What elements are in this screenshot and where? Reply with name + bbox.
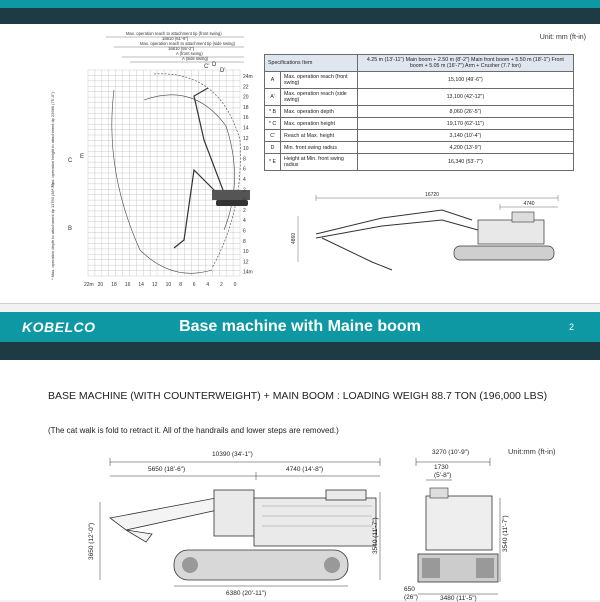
y-tick-label: 14m — [243, 269, 253, 276]
spec-key: * C — [265, 118, 281, 130]
spec-table-header — [265, 55, 574, 72]
spec-value: 13,100 (42'-12") — [357, 89, 573, 106]
slide2-unit-label: Unit:mm (ft-in) — [508, 447, 556, 456]
spec-key: D — [265, 142, 281, 154]
x-tick-label: 20 — [97, 282, 104, 288]
dim-reach-side-label: Max. operation reach to attachment tip (side swing) — [140, 41, 235, 46]
base-machine-note: (The cat walk is fold to retract it. All of the handrails and lower steps are removed.) — [48, 426, 339, 435]
spec-row — [265, 154, 574, 171]
dim-machine-height: 4860 — [291, 232, 297, 244]
page-number: 2 — [568, 322, 574, 332]
spec-row — [265, 142, 574, 154]
kobelco-logo: KOBELCO — [22, 319, 96, 335]
spec-item: Max. operation depth — [281, 106, 358, 118]
dim-cab-width: 1730 — [434, 464, 449, 471]
dim-reach-front-label: Max. operation reach to attachment tip (front swing) — [126, 31, 222, 36]
x-tick-label: 16 — [124, 282, 131, 288]
x-tick-label: 18 — [111, 282, 117, 288]
dim-reach-side-value: 16810 (55'-2") — [168, 46, 195, 51]
slide2-title: Base machine with Maine boom — [179, 318, 421, 335]
dim-track-length: 6380 (20'-11") — [226, 590, 267, 597]
dim-reach-front-value: 16810 (61'-9") — [162, 36, 189, 41]
spec-key: * B — [265, 106, 281, 118]
y-tick-label: 18 — [243, 104, 249, 111]
x-tick-label: 14 — [138, 282, 144, 288]
y-tick-label: 4 — [243, 218, 246, 225]
dim-cab-width-ft: (5'-8") — [434, 472, 452, 479]
spec-value: 19,170 (62'-11") — [357, 118, 573, 130]
y-tick-label: 6 — [243, 166, 246, 173]
y-tick-label: 16 — [243, 115, 249, 122]
letter-d: D — [212, 62, 217, 68]
working-range-diagram — [44, 30, 254, 292]
dim-a-side: A (side swing) — [182, 56, 209, 61]
spec-key: * E — [265, 154, 281, 171]
side-elevation-drawing — [86, 450, 396, 600]
y-tick-label: 8 — [243, 156, 246, 163]
dim-height-end: 3540 (11'-7") — [502, 515, 509, 552]
slide-base-machine — [0, 312, 600, 600]
spec-item: Reach at Max. height — [281, 130, 358, 142]
spec-item: Min. front swing radius — [281, 142, 358, 154]
end-elevation-drawing — [398, 450, 518, 600]
x-tick-label: 4 — [206, 282, 210, 288]
base-machine-heading: BASE MACHINE (WITH COUNTERWEIGHT) + MAIN BOOM : LOADING WEIGH 88.7 TON (196,000 LBS) — [48, 390, 548, 402]
letter-c: C — [68, 158, 73, 164]
y-tick-label: 24m — [243, 74, 253, 80]
dim-overall-length: 10390 (34'-1") — [212, 451, 253, 458]
dim-ground-clearance-ft: (26") — [404, 594, 418, 601]
x-tick-label: 12 — [152, 282, 158, 288]
dim-a-front: A (front swing) — [176, 51, 203, 56]
x-tick-label: 22m — [84, 282, 94, 288]
y-tick-label: 12 — [243, 259, 249, 266]
spec-header-item: Specifications Item — [265, 55, 358, 72]
dim-ground-clearance: 650 — [404, 586, 415, 593]
spec-key: A — [265, 72, 281, 89]
y-tick-label: 2 — [243, 207, 246, 214]
spec-key: C' — [265, 130, 281, 142]
y-tick-label: 0 — [243, 197, 246, 204]
y-tick-label: 10 — [243, 249, 249, 256]
spec-item: Max. operation height — [281, 118, 358, 130]
dim-width-bottom: 3480 (11'-5") — [440, 595, 477, 602]
dim-front-length: 5650 (18'-6") — [148, 466, 186, 473]
x-tick-label: 8 — [179, 282, 182, 288]
letter-d-prime: D' — [220, 68, 226, 74]
spec-item: Height at Min. front swing radius — [281, 154, 358, 171]
letter-e: E — [80, 154, 85, 160]
y-tick-label: 4 — [243, 177, 246, 183]
y-tick-label: 2 — [243, 187, 246, 194]
y-tick-label: 12 — [243, 135, 249, 142]
dim-total-length: 16720 — [425, 192, 439, 198]
x-tick-label: 2 — [220, 282, 223, 288]
spec-header-value: 4.25 m (13'-11") Main boom + 2.50 m (8'-2") Main front boom + 5.50 m (18'-1") Front boom + 5.05 m (16'-7") Arm + Crusher (7.7 ton) — [357, 55, 573, 72]
spec-row — [265, 130, 574, 142]
y-tick-label: 20 — [243, 94, 249, 101]
machine-side-view — [282, 190, 582, 290]
dim-height-left: 3650 (12'-0") — [88, 522, 95, 560]
y-tick-label: 8 — [243, 238, 246, 245]
spec-value: 16,340 (53'-7") — [357, 154, 573, 171]
spec-row — [265, 72, 574, 89]
letter-b: B — [68, 226, 73, 232]
y-tick-label: 10 — [243, 146, 249, 153]
spec-value: 15,100 (49'-6") — [357, 72, 573, 89]
spec-table — [264, 54, 574, 171]
dim-rear-length: 4740 — [523, 201, 535, 207]
spec-row — [265, 106, 574, 118]
y-tick-label: 14 — [243, 125, 249, 132]
spec-value: 8,060 (26'-5") — [357, 106, 573, 118]
dim-height-right: 3540 (11'-7") — [372, 517, 379, 554]
x-tick-label: 6 — [192, 282, 196, 288]
vlabel-max-depth: * Max. operation depth to attachment tip 11760 (38'-7") — [50, 183, 55, 280]
spec-item: Max. operation reach (side swing) — [281, 89, 358, 106]
spec-value: 3,140 (10'-4") — [357, 130, 573, 142]
slide1-unit-label: Unit: mm (ft-in) — [539, 34, 586, 41]
slide1-dark-bar — [0, 8, 600, 24]
spec-row — [265, 89, 574, 106]
dim-rear-length-2: 4740 (14'-8") — [286, 466, 324, 473]
spec-key: A' — [265, 89, 281, 106]
spec-value: 4,200 (13'-9") — [357, 142, 573, 154]
letter-c-prime: C' — [204, 64, 210, 70]
y-tick-label: 22 — [243, 84, 249, 91]
y-tick-label: 6 — [243, 228, 246, 235]
slide1-header-bar — [0, 0, 600, 8]
vlabel-max-height: * Max. operation height to attachment tip 22980 (75'-5") — [50, 91, 55, 190]
x-tick-label: 0 — [233, 282, 237, 288]
spec-row — [265, 118, 574, 130]
dim-width: 3270 (10'-9") — [432, 449, 470, 456]
slide2-dark-bar — [0, 342, 600, 360]
x-tick-label: 10 — [165, 282, 172, 288]
spec-item: Max. operation reach (front swing) — [281, 72, 358, 89]
